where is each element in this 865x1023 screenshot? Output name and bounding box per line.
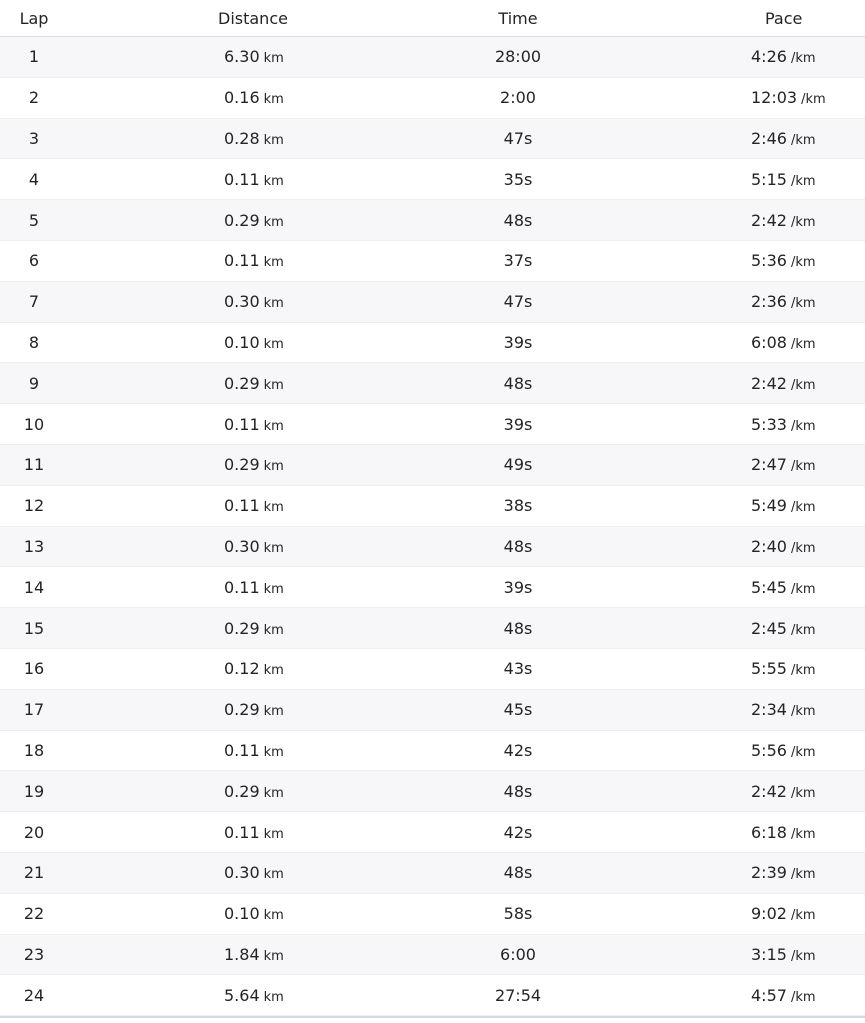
pace-value: 2:42 [751,210,787,230]
lap-number: 3 [28,128,40,148]
laps-body [0,37,865,1016]
pace-unit: /km [790,744,816,760]
pace-value: 6:18 [751,822,787,842]
pace-cell [594,526,865,567]
pace-value: 5:36 [751,251,787,271]
distance-value: 0.29 [224,781,260,801]
distance-cell [68,485,442,526]
time-value: 39s [503,577,533,597]
pace-value: 5:15 [751,169,787,189]
pace-unit: /km [790,581,816,597]
pace-unit: /km [790,377,816,393]
time-value: 49s [503,455,533,475]
pace-value: 2:36 [751,292,787,312]
distance-value: 0.28 [224,128,260,148]
pace-cell [594,200,865,241]
pace-unit: /km [790,500,816,516]
distance-unit: km [263,132,284,148]
distance-unit: km [263,459,284,475]
time-cell [442,567,594,608]
pace-value: 2:45 [751,618,787,638]
table-row[interactable] [0,37,865,78]
distance-value: 0.29 [224,455,260,475]
lap-number: 2 [28,88,40,108]
time-value: 48s [503,210,533,230]
pace-cell [594,812,865,853]
pace-value: 5:49 [751,496,787,516]
pace-value: 2:47 [751,455,787,475]
lap-number-cell [0,363,68,404]
table-row[interactable] [0,852,865,893]
distance-value: 0.30 [224,536,260,556]
distance-cell [68,363,442,404]
time-cell [442,240,594,281]
header-row [0,0,865,37]
lap-number-cell [0,485,68,526]
distance-value: 1.84 [224,944,260,964]
distance-value: 0.16 [224,88,260,108]
distance-unit: km [263,214,284,230]
distance-cell [68,526,442,567]
pace-cell [594,37,865,78]
lap-header-label: Lap [19,8,49,28]
time-cell [442,485,594,526]
pace-value: 5:45 [751,577,787,597]
table-row[interactable] [0,281,865,322]
lap-number: 18 [23,740,45,760]
table-bottom-divider [0,1016,865,1018]
distance-unit: km [263,92,284,108]
distance-value: 0.29 [224,700,260,720]
time-value: 42s [503,740,533,760]
pace-cell [594,567,865,608]
distance-value: 0.29 [224,373,260,393]
distance-cell [68,771,442,812]
lap-number-cell [0,118,68,159]
time-value: 58s [503,904,533,924]
pace-cell [594,404,865,445]
pace-value: 6:08 [751,332,787,352]
lap-number-cell [0,200,68,241]
distance-cell [68,689,442,730]
distance-value: 0.30 [224,292,260,312]
pace-unit: /km [790,622,816,638]
distance-unit: km [263,704,284,720]
pace-value: 2:39 [751,863,787,883]
pace-cell [594,893,865,934]
table-header [0,0,865,37]
lap-number-cell [0,159,68,200]
distance-value: 0.11 [224,496,260,516]
lap-number: 11 [23,455,45,475]
time-value: 45s [503,700,533,720]
pace-cell [594,730,865,771]
distance-value: 0.11 [224,169,260,189]
distance-unit: km [263,867,284,883]
pace-column-header[interactable] [594,0,865,37]
distance-cell [68,281,442,322]
distance-value: 0.29 [224,210,260,230]
pace-unit: /km [790,785,816,801]
lap-number-cell [0,730,68,771]
distance-unit: km [263,622,284,638]
lap-number-cell [0,77,68,118]
lap-column-header[interactable] [0,0,68,37]
time-cell [442,730,594,771]
time-cell [442,363,594,404]
pace-value: 2:34 [751,700,787,720]
distance-value: 0.11 [224,577,260,597]
distance-unit: km [263,744,284,760]
pace-unit: /km [790,51,816,67]
distance-value: 0.11 [224,822,260,842]
time-cell [442,689,594,730]
distance-unit: km [263,581,284,597]
lap-number: 4 [28,169,40,189]
distance-value: 0.30 [224,863,260,883]
pace-unit: /km [790,908,816,924]
pace-value: 5:56 [751,740,787,760]
distance-header-label: Distance [218,8,288,28]
table-row[interactable] [0,77,865,118]
pace-value: 12:03 [751,88,798,108]
table-row[interactable] [0,934,865,975]
lap-number: 19 [23,781,45,801]
distance-cell [68,404,442,445]
distance-value: 0.11 [224,414,260,434]
pace-unit: /km [790,867,816,883]
pace-unit: /km [790,459,816,475]
pace-unit: /km [790,255,816,271]
time-value: 48s [503,618,533,638]
time-cell [442,159,594,200]
time-cell [442,648,594,689]
pace-unit: /km [790,173,816,189]
table-row[interactable] [0,648,865,689]
distance-cell [68,852,442,893]
lap-number: 6 [28,251,40,271]
lap-number-cell [0,322,68,363]
lap-number: 10 [23,414,45,434]
lap-number-cell [0,689,68,730]
pace-cell [594,281,865,322]
distance-value: 0.12 [224,659,260,679]
distance-cell [68,648,442,689]
distance-value: 5.64 [224,985,260,1005]
distance-cell [68,608,442,649]
table-row[interactable] [0,404,865,445]
lap-number: 21 [23,863,45,883]
pace-cell [594,240,865,281]
pace-cell [594,771,865,812]
pace-unit: /km [790,989,816,1005]
time-value: 38s [503,496,533,516]
lap-number: 15 [23,618,45,638]
pace-cell [594,444,865,485]
time-cell [442,37,594,78]
distance-cell [68,975,442,1016]
lap-number-cell [0,608,68,649]
distance-cell [68,893,442,934]
distance-unit: km [263,296,284,312]
pace-unit: /km [790,296,816,312]
pace-unit: /km [790,418,816,434]
distance-value: 6.30 [224,47,260,67]
pace-unit: /km [801,92,826,108]
table-row[interactable] [0,485,865,526]
time-value: 35s [503,169,533,189]
time-cell [442,608,594,649]
time-header-label: Time [498,8,538,28]
distance-cell [68,118,442,159]
lap-number: 14 [23,577,45,597]
distance-unit: km [263,663,284,679]
pace-unit: /km [790,336,816,352]
pace-value: 2:42 [751,781,787,801]
lap-number: 1 [28,47,40,67]
lap-number: 5 [28,210,40,230]
distance-unit: km [263,500,284,516]
time-cell [442,404,594,445]
table-row[interactable] [0,240,865,281]
pace-value: 2:46 [751,128,787,148]
distance-cell [68,159,442,200]
time-cell [442,812,594,853]
time-cell [442,444,594,485]
time-cell [442,934,594,975]
distance-unit: km [263,336,284,352]
lap-number: 16 [23,659,45,679]
lap-number: 24 [23,985,45,1005]
distance-unit: km [263,826,284,842]
distance-unit: km [263,908,284,924]
lap-number: 23 [23,944,45,964]
distance-cell [68,934,442,975]
table-row[interactable] [0,200,865,241]
lap-number-cell [0,893,68,934]
time-value: 2:00 [500,88,536,108]
time-cell [442,852,594,893]
pace-cell [594,975,865,1016]
time-value: 48s [503,373,533,393]
distance-cell [68,200,442,241]
table-row[interactable] [0,322,865,363]
table-row[interactable] [0,893,865,934]
pace-unit: /km [790,540,816,556]
time-column-header[interactable] [442,0,594,37]
pace-cell [594,77,865,118]
time-cell [442,771,594,812]
table-row[interactable] [0,526,865,567]
pace-unit: /km [790,826,816,842]
lap-number: 22 [23,904,45,924]
distance-value: 0.10 [224,332,260,352]
pace-cell [594,322,865,363]
time-value: 37s [503,251,533,271]
time-cell [442,77,594,118]
lap-number-cell [0,526,68,567]
distance-cell [68,77,442,118]
distance-cell [68,444,442,485]
distance-unit: km [263,540,284,556]
distance-unit: km [263,173,284,189]
lap-number: 8 [28,332,40,352]
time-value: 47s [503,128,533,148]
pace-cell [594,118,865,159]
lap-number: 12 [23,496,45,516]
pace-value: 5:33 [751,414,787,434]
pace-value: 4:57 [751,985,787,1005]
table-row[interactable] [0,159,865,200]
pace-cell [594,363,865,404]
pace-unit: /km [790,663,816,679]
table-row[interactable] [0,975,865,1016]
time-cell [442,322,594,363]
lap-number-cell [0,812,68,853]
lap-number: 20 [23,822,45,842]
pace-unit: /km [790,948,816,964]
lap-number-cell [0,771,68,812]
time-value: 43s [503,659,533,679]
pace-unit: /km [790,132,816,148]
lap-number-cell [0,975,68,1016]
table-row[interactable] [0,444,865,485]
time-value: 48s [503,863,533,883]
pace-value: 4:26 [751,47,787,67]
distance-cell [68,567,442,608]
time-value: 39s [503,332,533,352]
distance-cell [68,322,442,363]
lap-number: 7 [28,292,40,312]
table-row[interactable] [0,363,865,404]
distance-unit: km [263,377,284,393]
distance-value: 0.11 [224,251,260,271]
time-value: 47s [503,292,533,312]
time-cell [442,281,594,322]
table-row[interactable] [0,771,865,812]
distance-unit: km [263,785,284,801]
lap-number-cell [0,648,68,689]
time-value: 28:00 [494,47,542,67]
distance-unit: km [263,989,284,1005]
time-value: 27:54 [494,985,542,1005]
distance-unit: km [263,51,284,67]
table-row[interactable] [0,689,865,730]
pace-cell [594,608,865,649]
pace-value: 2:40 [751,536,787,556]
pace-cell [594,689,865,730]
distance-value: 0.29 [224,618,260,638]
distance-value: 0.10 [224,904,260,924]
distance-unit: km [263,948,284,964]
lap-number-cell [0,567,68,608]
time-value: 39s [503,414,533,434]
pace-value: 2:42 [751,373,787,393]
time-cell [442,118,594,159]
distance-column-header[interactable] [68,0,442,37]
lap-number: 17 [23,700,45,720]
pace-value: 5:55 [751,659,787,679]
time-value: 48s [503,781,533,801]
lap-number-cell [0,281,68,322]
time-value: 42s [503,822,533,842]
pace-value: 9:02 [751,904,787,924]
lap-number-cell [0,934,68,975]
lap-number-cell [0,37,68,78]
distance-unit: km [263,418,284,434]
distance-cell [68,730,442,771]
table-row[interactable] [0,730,865,771]
table-row[interactable] [0,567,865,608]
table-row[interactable] [0,118,865,159]
pace-cell [594,648,865,689]
pace-header-label: Pace [765,8,803,28]
lap-number: 13 [23,536,45,556]
pace-unit: /km [790,704,816,720]
time-value: 6:00 [500,944,536,964]
pace-value: 3:15 [751,944,787,964]
table-row[interactable] [0,608,865,649]
time-cell [442,200,594,241]
distance-value: 0.11 [224,740,260,760]
lap-number-cell [0,444,68,485]
distance-cell [68,37,442,78]
lap-number-cell [0,240,68,281]
pace-cell [594,852,865,893]
time-value: 48s [503,536,533,556]
time-cell [442,975,594,1016]
distance-cell [68,240,442,281]
pace-cell [594,934,865,975]
distance-cell [68,812,442,853]
time-cell [442,526,594,567]
pace-cell [594,485,865,526]
table-row[interactable] [0,812,865,853]
time-cell [442,893,594,934]
pace-cell [594,159,865,200]
lap-number-cell [0,852,68,893]
distance-unit: km [263,255,284,271]
pace-unit: /km [790,214,816,230]
lap-number-cell [0,404,68,445]
lap-number: 9 [28,373,40,393]
